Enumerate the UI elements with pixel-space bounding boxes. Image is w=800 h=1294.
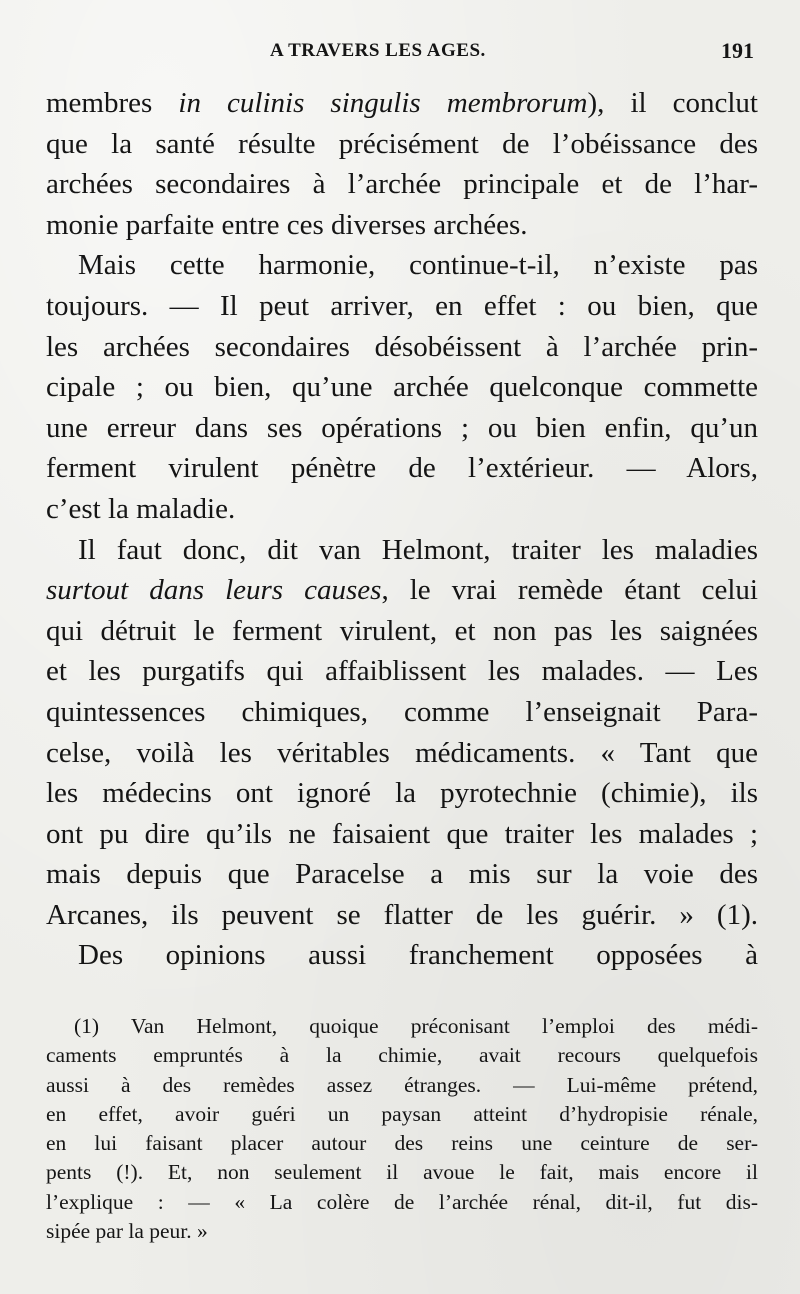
running-title: A TRAVERS LES AGES. [270, 40, 486, 61]
text-line: que la santé résulte précisément de l’obéissance des [46, 127, 758, 160]
emphasized-phrase: in culinis singulis membrorum [178, 87, 588, 119]
text-line: mais depuis que Paracelse a mis sur la voie des [46, 858, 758, 891]
footnote-line: l’explique : — « La colère de l’archée rénal, dit-il, fut dis- [46, 1189, 758, 1214]
text-line: qui détruit le ferment virulent, et non pas les saignées [46, 614, 758, 647]
text-line: Arcanes, ils peuvent se flatter de les guérir. » (1). [46, 898, 758, 931]
footnote-line: caments empruntés à la chimie, avait recours quelquefois [46, 1043, 758, 1068]
text-line: archées secondaires à l’archée principale et de l’har- [46, 168, 758, 201]
footnote-line: en effet, avoir guéri un paysan atteint d’hydropisie rénale, [46, 1101, 758, 1126]
text-line: les archées secondaires désobéissent à l’archée prin- [46, 330, 758, 363]
text-line: monie parfaite entre ces diverses archées. [46, 208, 528, 241]
page-number: 191 [721, 38, 754, 63]
footnote [46, 1012, 758, 1246]
text-line: c’est la maladie. [46, 492, 236, 525]
text-line: et les purgatifs qui affaiblissent les malades. — Les [46, 655, 758, 688]
text-line: ont pu dire qu’ils ne faisaient que traiter les malades ; [46, 817, 758, 850]
text-line: cipale ; ou bien, qu’une archée quelconque commette [46, 371, 758, 404]
text-line: Des opinions aussi franchement opposées à [78, 939, 758, 972]
text-line: Il faut donc, dit van Helmont, traiter les maladies [78, 533, 758, 566]
footnote-line: sipée par la peur. » [46, 1219, 208, 1244]
emphasized-phrase: surtout dans leurs causes [46, 574, 382, 607]
footnote-line: (1) Van Helmont, quoique préconisant l’emploi des médi- [74, 1014, 758, 1038]
text-line: celse, voilà les véritables médicaments. « Tant que [46, 736, 758, 769]
main-text [46, 83, 758, 976]
footnote-line: en lui faisant placer autour des reins une ceinture de ser- [46, 1131, 758, 1156]
text-line: quintessences chimiques, comme l’enseignait Para- [46, 695, 758, 728]
text-line: les médecins ont ignoré la pyrotechnie (chimie), ils [46, 777, 758, 810]
footnote-line: aussi à des remèdes assez étranges. — Lui-même prétend, [46, 1072, 758, 1097]
footnote-line: pents (!). Et, non seulement il avoue le fait, mais encore il [46, 1160, 758, 1185]
text-line: une erreur dans ses opérations ; ou bien enfin, qu’un [46, 411, 758, 444]
text-line: Mais cette harmonie, continue-t-il, n’existe pas [78, 249, 758, 282]
text-line: surtout dans leurs causes, le vrai remède étant celui [46, 574, 758, 607]
text-line: membres in culinis singulis membrorum), il conclut [46, 87, 758, 119]
text-line: ferment virulent pénètre de l’extérieur. — Alors, [46, 452, 758, 485]
text-line: toujours. — Il peut arriver, en effet : ou bien, que [46, 289, 758, 322]
